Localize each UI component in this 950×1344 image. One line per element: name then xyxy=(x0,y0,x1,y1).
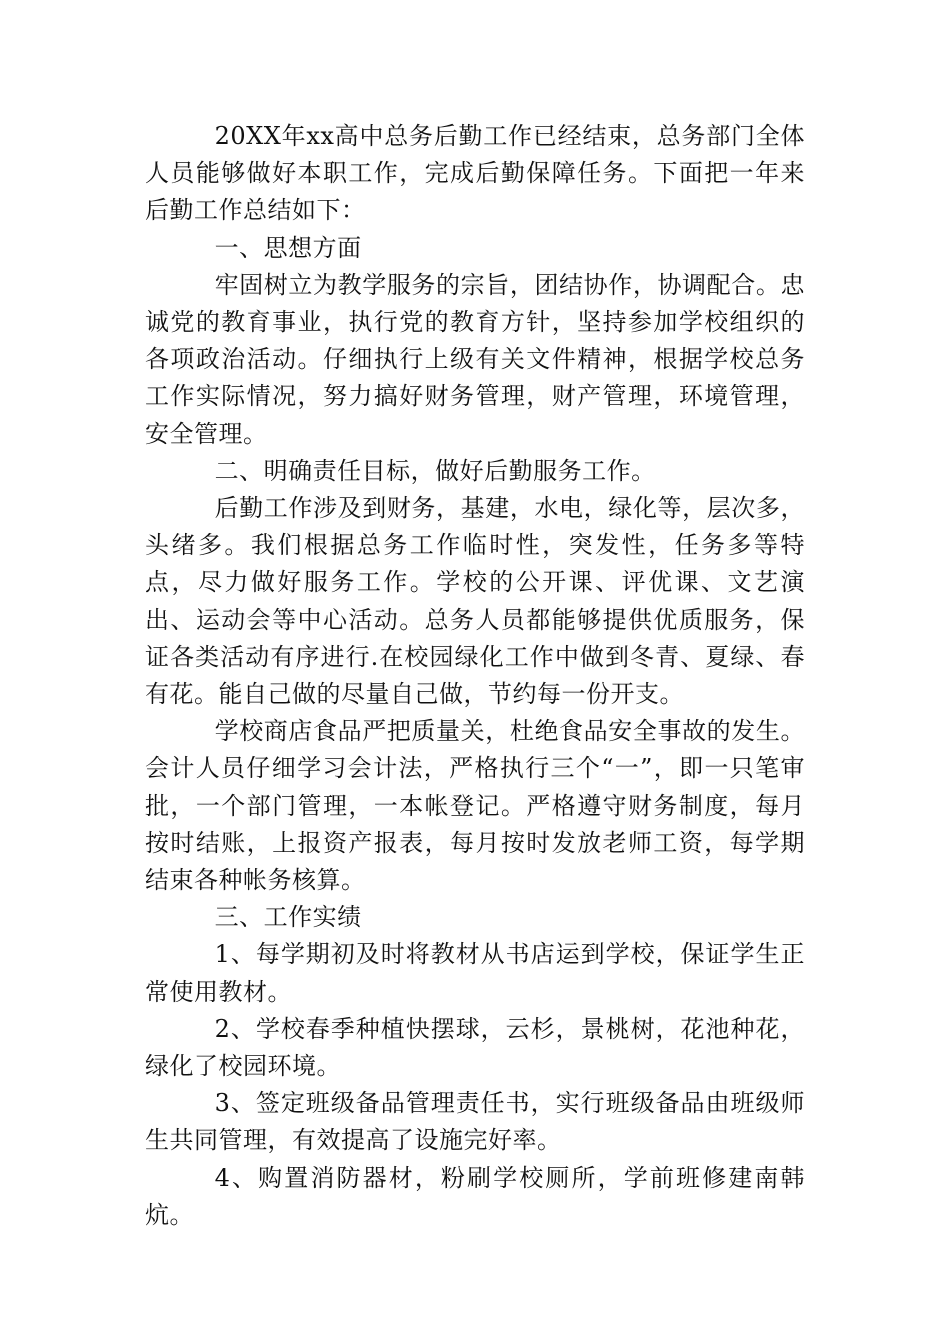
logistics-paragraph: 后勤工作涉及到财务，基建，水电，绿化等，层次多，头绪多。我们根据总务工作临时性，突发性，任务多等特点，尽力做好服务工作。学校的公开课、评优课、文艺演出、运动会等中心活动。总务人员都能够提供优质服务，保证各类活动有序进行.在校园绿化工作中做到冬青、夏绿、春有花。能自己做的尽量自己做，节约每一份开支。 xyxy=(145,494,805,709)
achievement-item-3: 3、签定班级备品管理责任书，实行班级备品由班级师生共同管理，有效提高了设施完好率。 xyxy=(145,1089,805,1155)
achievement-item-2: 2、学校春季种植快摆球，云杉，景桃树，花池种花，绿化了校园环境。 xyxy=(145,1014,805,1081)
achievement-item-1: 1、每学期初及时将教材从书店运到学校，保证学生正常使用教材。 xyxy=(145,940,805,1006)
achievement-item-4: 4、购置消防器材，粉刷学校厕所，学前班修建南韩炕。 xyxy=(145,1163,805,1229)
section-heading-achievements: 三、工作实绩 xyxy=(214,903,362,932)
document-body xyxy=(145,118,805,1234)
section-heading-responsibility: 二、明确责任目标，做好后勤服务工作。 xyxy=(214,456,656,485)
finance-paragraph: 学校商店食品严把质量关，杜绝食品安全事故的发生。会计人员仔细学习会计法，严格执行三个“一”，即一只笔审批，一个部门管理，一本帐登记。严格遵守财务制度，每月按时结账，上报资产报表，每月按时发放老师工资，每学期结束各种帐务核算。 xyxy=(145,717,805,895)
section-heading-thought: 一、思想方面 xyxy=(214,233,362,262)
thought-paragraph: 牢固树立为教学服务的宗旨，团结协作，协调配合。忠诚党的教育事业，执行党的教育方针，坚持参加学校组织的各项政治活动。仔细执行上级有关文件精神，根据学校总务工作实际情况，努力搞好财务管理，财产管理，环境管理，安全管理。 xyxy=(145,270,805,448)
intro-paragraph: 20XX年xx高中总务后勤工作已经结束，总务部门全体人员能够做好本职工作，完成后勤保障任务。下面把一年来后勤工作总结如下： xyxy=(145,122,805,225)
